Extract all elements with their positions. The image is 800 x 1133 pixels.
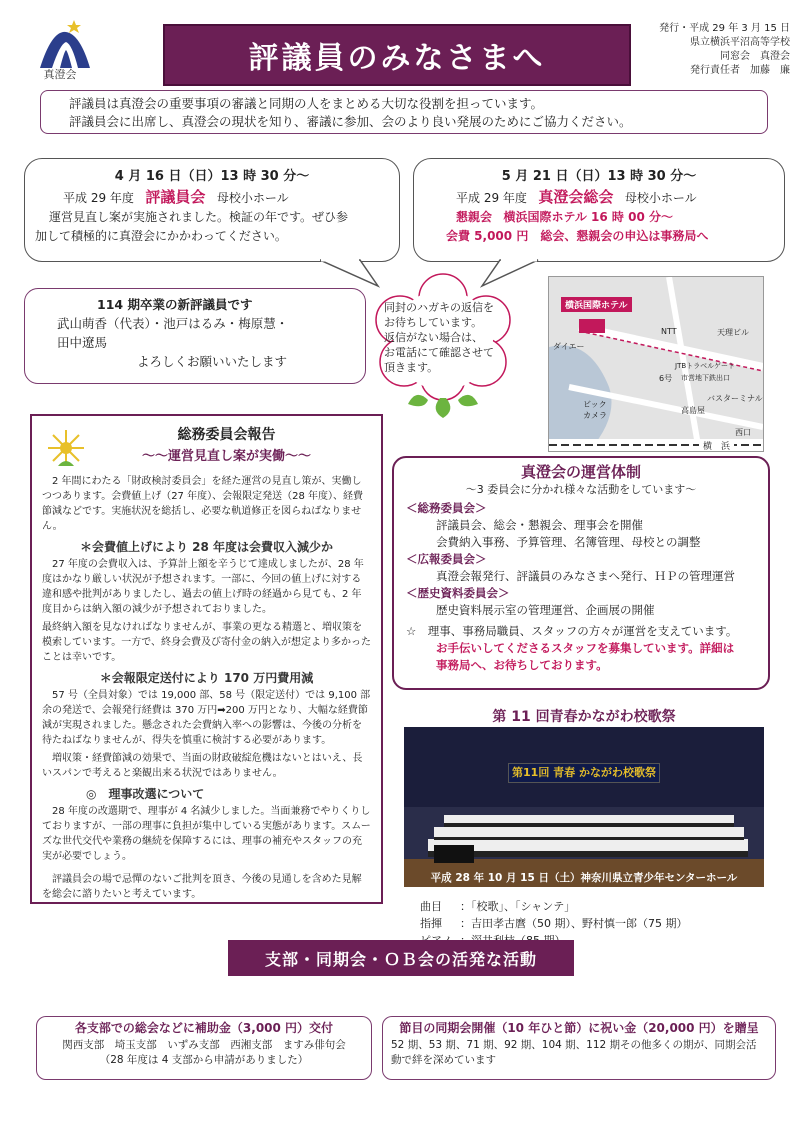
- intro-line2: 評議員会に出席し、真澄会の現状を知り、審議に参加、会のより良い発展のためにご協力ください。: [69, 114, 632, 129]
- pub-assoc: 同窓会 真澄会: [720, 51, 790, 62]
- map-bic: ビックカメラ: [583, 400, 607, 420]
- conductor-label: 指揮: [420, 917, 442, 930]
- branch-box1-line2: （28 年度は 4 支部から申請がありました）: [99, 1054, 309, 1066]
- map-terminal: バスターミナル: [707, 394, 763, 403]
- soumu-report: [30, 414, 383, 904]
- soumu-h2: ＊会費値上げにより 28 年度は会費収入減少か: [79, 540, 334, 554]
- soumu-subtitle: ～～運営見直し案が実働～～: [141, 449, 311, 464]
- soumu-p1: 2 年間にわたる「財政検討委員会」を経た運営の見直し策が、実働しつつあります。会費値上げ（27 年度）、会報限定発送（28 年度）、経費節減などです。実施状況を総括し、必要な軌道修正を図らねばなりません。: [42, 476, 364, 532]
- intro-line1: 評議員は真澄会の重要事項の審議と同期の人をまとめる大切な役割を担っています。: [69, 96, 544, 111]
- unei-subtitle: ～3 委員会に分かれ様々な活動をしています～: [465, 483, 697, 496]
- unei-recruit2: 事務局へ、お待ちしております。: [436, 658, 608, 672]
- branch-box1-line1: 関西支部 埼玉支部 いずみ支部 西湘支部 ますみ俳句会: [62, 1039, 346, 1051]
- branch-section-title: 支部・同期会・ＯＢ会の活発な活動: [228, 940, 574, 976]
- soumu-h4: ◎ 理事改選について: [86, 787, 205, 801]
- concert-caption: 平成 28 年 10 月 15 日（土）神奈川県立青少年センターホール: [430, 872, 738, 884]
- map-west: 西口: [735, 428, 751, 437]
- flower-note-line2: お待ちしています。: [384, 316, 483, 329]
- map-takashimaya: 高島屋: [681, 406, 705, 415]
- map-tenri: 天理ビル: [717, 328, 749, 337]
- meeting2-fee: 会費 5,000 円 総会、懇親会の申込は事務局へ: [446, 229, 709, 243]
- map-ntt: NTT: [661, 327, 677, 336]
- unei-group1-a: 評議員会、総会・懇親会、理事会を開催: [436, 518, 643, 532]
- unei-group1: ＜総務委員会＞: [406, 501, 487, 515]
- unei-group3: ＜歴史資料委員会＞: [406, 586, 510, 600]
- soumu-p4: 28 年度の改選期で、理事が 4 名減少しました。当面兼務でやりくりしておりますが、一部の理事に負担が集中している実態があります。スムーズな世代交代や業務の継続を保障するには、理事の補充やスタッフの充実が必要でしょう。: [42, 806, 371, 862]
- flower-note-line3: 返信がない場合は、: [384, 331, 483, 344]
- soumu-p3b: 増収策・経費節減の効果で、当面の財政破綻危機はないとはいえ、長いスパンで考えると楽観出来る状況ではありません。: [42, 753, 363, 779]
- map-underground: 市営地下鉄出口: [681, 374, 730, 382]
- map-station: 横 浜: [699, 439, 734, 452]
- new-members-box: [24, 288, 366, 384]
- new-members-heading: 114 期卒業の新評議員です: [97, 297, 253, 312]
- branch-box2-title: 節目の同期会開催（10 年ひと節）に祝い金（20,000 円）を贈呈: [399, 1021, 759, 1035]
- publication-info: [640, 22, 790, 78]
- map-route: 6号: [659, 374, 673, 383]
- venue-map: [548, 276, 764, 452]
- meeting2-venue: 母校小ホール: [624, 191, 697, 205]
- map-jtb: JTBトラベルゲート: [675, 362, 736, 370]
- meeting1-date: 4 月 16 日（日）13 時 30 分～: [114, 169, 310, 184]
- meeting2-party-label: 懇親会: [456, 210, 493, 224]
- unei-group2-a: 真澄会報発行、評議員のみなさまへ発行、ＨＰの管理運営: [436, 569, 735, 583]
- new-members-line2: 田中遼馬: [57, 335, 108, 350]
- pub-editor: 発行責任者 加藤 廉: [690, 65, 790, 76]
- branch-subsidy-box: [36, 1016, 372, 1080]
- meeting1-name: 評議員会: [145, 188, 206, 206]
- reunion-gift-box: [382, 1016, 776, 1080]
- unei-recruit1: お手伝いしてくださるスタッフを募集しています。詳細は: [436, 641, 735, 655]
- unei-group1-b: 会費納入事務、予算管理、名簿管理、母校との調整: [436, 535, 701, 549]
- meeting1-line1: 運営見直し案が実施されました。検証の年です。ぜひ参: [49, 210, 349, 224]
- soumu-p2b: 最終納入額を見なければなりませんが、事業の更なる精選と、増収策を模索しています。一方で、終身会費及び寄付金の納入が想定より多かったことは幸いです。: [42, 622, 371, 663]
- new-members-line1: 武山萌香（代表）・池戸はるみ・梅原慧・: [57, 316, 289, 331]
- songs-text: ：「校歌」、「シャンテ」: [460, 900, 576, 913]
- songs-label: 曲目: [420, 900, 442, 913]
- meeting1-line2: 加して積極的に真澄会にかかわってください。: [35, 229, 287, 243]
- unei-group2: ＜広報委員会＞: [406, 552, 487, 566]
- choir-image: [404, 727, 764, 887]
- new-members-line3: よろしくお願いいたします: [137, 354, 288, 369]
- flower-note-line5: 頂きます。: [384, 361, 439, 374]
- meeting2-date: 5 月 21 日（日）13 時 30 分～: [501, 169, 697, 184]
- logo-org-name: 真澄会: [43, 68, 77, 81]
- map-hotel-label: 横浜国際ホテル: [561, 297, 632, 312]
- soumu-h3: ＊会報限定送付により 170 万円費用減: [99, 671, 314, 685]
- meeting1-venue: 母校小ホール: [216, 191, 289, 205]
- branch-box1-title: 各支部での総会などに補助金（3,000 円）交付: [74, 1021, 334, 1035]
- meeting1-bubble: [24, 158, 400, 262]
- unei-title: 真澄会の運営体制: [520, 463, 641, 481]
- flower-note: [384, 300, 508, 375]
- unei-group3-a: 歴史資料展示室の管理運営、企画展の開催: [436, 603, 655, 617]
- intro-box: [40, 90, 768, 134]
- unei-staff: ☆ 理事、事務局職員、スタッフの方々が運営を支えています。: [406, 624, 738, 638]
- soumu-title: 総務委員会報告: [177, 427, 276, 443]
- page-title: 評議員のみなさまへ: [163, 24, 631, 86]
- flower-note-line1: 同封のハガキの返信を: [384, 301, 494, 314]
- conductor-text: ：吉田孝古麿（50 期）、野村慎一郎（75 期）: [460, 917, 688, 930]
- concert-banner: 第11回 青春 かながわ校歌祭: [508, 763, 660, 783]
- soumu-p2: 27 年度の会費収入は、予算計上額を辛うじて達成しましたが、28 年度はかなり厳しい状況が予想されます。一部に、今回の値上げに対する違和感や批判がありましたし、過去の値上げ時の経過から見ても、2 年度目からは納入額の減少が予想されておりました。: [42, 559, 364, 615]
- meeting2-bubble: [413, 158, 785, 262]
- pub-school: 県立横浜平沼高等学校: [690, 37, 790, 48]
- flower-icon: [44, 426, 88, 470]
- unei-box: [392, 456, 770, 690]
- meeting2-name: 真澄会総会: [538, 188, 614, 206]
- meeting1-year: 平成 29 年度: [63, 191, 134, 205]
- soumu-p3: 57 号（全員対象）では 19,000 部、58 号（限定送付）では 9,100 部余の発送で、会報発行経費は 370 万円➡200 万円となり、大幅な経費節減が実現されました。懸念された会費納入率への影響は、今後の分析を待たねばなりませんが、得失を慎重に検討する必要があります。: [42, 690, 371, 746]
- soumu-p5: 評議員会の場で忌憚のないご批判を頂き、今後の見通しを含めた見解を総会に諮りたいと考えています。: [42, 874, 362, 900]
- pub-date: 発行・平成 29 年 3 月 15 日: [659, 23, 790, 34]
- branch-box2-text: 52 期、53 期、71 期、92 期、104 期、112 期その他多くの期が、同期会活動で絆を深めています: [391, 1039, 757, 1066]
- meeting2-party-text: 横浜国際ホテル 16 時 00 分～: [503, 210, 673, 224]
- flower-note-line4: お電話にて確認させて: [384, 346, 494, 359]
- concert-title: 第 11 回青春かながわ校歌祭: [492, 709, 676, 725]
- map-daiei: ダイエー: [553, 342, 585, 351]
- meeting2-year: 平成 29 年度: [456, 191, 527, 205]
- concert-photo: [404, 727, 764, 887]
